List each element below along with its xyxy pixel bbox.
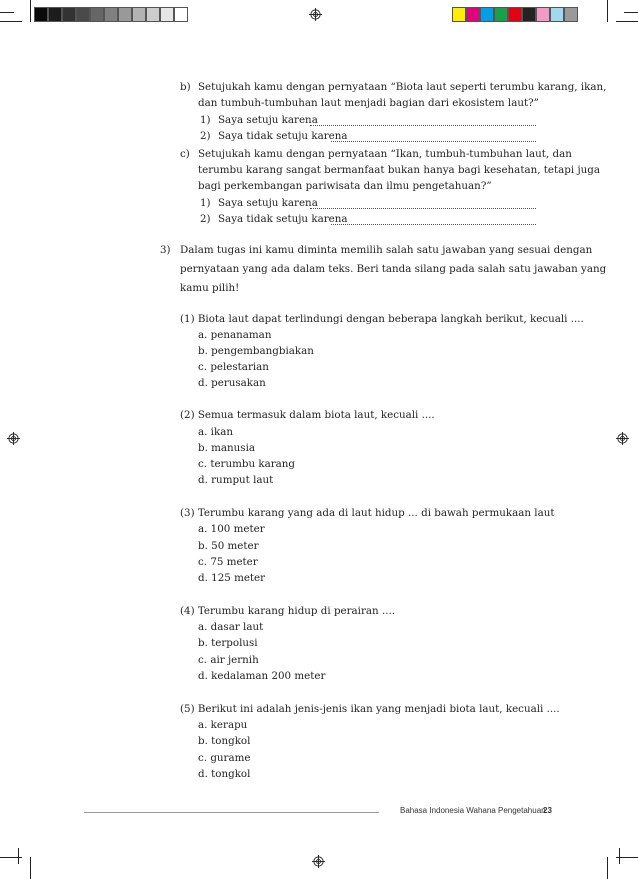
item-c-question-line: bagi perkembangan pariwisata dan ilmu pengetahuan?” (198, 180, 492, 192)
color-swatch (160, 7, 174, 22)
question-3-instruction: kamu pilih! (180, 282, 240, 294)
mc-option[interactable]: b. 50 meter (198, 540, 259, 552)
item-b-option-agree: Saya setuju karena (218, 114, 318, 126)
color-swatch (480, 7, 494, 22)
answer-blank[interactable] (331, 215, 536, 225)
mc-question-stem: (4) Terumbu karang hidup di perairan .... (180, 605, 396, 617)
mc-option[interactable]: a. ikan (198, 426, 233, 438)
mc-option[interactable]: c. gurame (198, 752, 251, 764)
answer-blank[interactable] (310, 116, 536, 126)
item-c-option-disagree: Saya tidak setuju karena (218, 213, 348, 225)
mc-option[interactable]: b. terpolusi (198, 637, 258, 649)
color-swatch (48, 7, 62, 22)
mc-option[interactable]: c. 75 meter (198, 556, 258, 568)
cmyk-color-bar (452, 7, 578, 22)
footer-divider (84, 812, 379, 813)
mc-question-stem: (2) Semua termasuk dalam biota laut, kecuali .... (180, 409, 435, 421)
question-3-number: 3) (160, 244, 171, 256)
color-swatch (132, 7, 146, 22)
color-swatch (536, 7, 550, 22)
page-number: 23 (543, 806, 552, 815)
color-swatch (550, 7, 564, 22)
mc-question-stem: (1) Biota laut dapat terlindungi dengan beberapa langkah berikut, kecuali .... (180, 313, 584, 325)
mc-option[interactable]: a. dasar laut (198, 621, 264, 633)
mc-option[interactable]: c. air jernih (198, 654, 259, 666)
registration-mark-icon (616, 432, 629, 445)
registration-mark-icon (7, 432, 20, 445)
item-b-question-line: Setujukah kamu dengan pernyataan “Biota laut seperti terumbu karang, ikan, (198, 81, 607, 93)
color-swatch (508, 7, 522, 22)
registration-mark-icon (309, 8, 322, 21)
registration-mark-icon (312, 855, 325, 868)
item-b-label: b) (180, 81, 191, 93)
mc-option[interactable]: b. pengembangbiakan (198, 345, 314, 357)
mc-option[interactable]: a. kerapu (198, 719, 248, 731)
item-c-option-number: 1) (200, 197, 211, 209)
color-swatch (34, 7, 48, 22)
mc-option[interactable]: d. perusakan (198, 377, 266, 389)
mc-option[interactable]: c. terumbu karang (198, 458, 296, 470)
item-c-option-agree: Saya setuju karena (218, 197, 318, 209)
item-b-option-number: 2) (200, 130, 211, 142)
item-b-option-disagree: Saya tidak setuju karena (218, 130, 348, 142)
color-swatch (494, 7, 508, 22)
mc-option[interactable]: b. tongkol (198, 735, 251, 747)
mc-option[interactable]: a. 100 meter (198, 523, 265, 535)
item-c-option-number: 2) (200, 213, 211, 225)
mc-option[interactable]: d. kedalaman 200 meter (198, 670, 326, 682)
item-b-question-line: dan tumbuh-tumbuhan laut menjadi bagian dari ekosistem laut?” (198, 97, 539, 109)
mc-option[interactable]: c. pelestarian (198, 361, 269, 373)
answer-blank[interactable] (310, 199, 536, 209)
mc-option[interactable]: d. rumput laut (198, 474, 274, 486)
color-swatch (174, 7, 188, 22)
question-3-instruction: Dalam tugas ini kamu diminta memilih salah satu jawaban yang sesuai dengan (180, 244, 593, 256)
mc-option[interactable]: d. tongkol (198, 768, 251, 780)
answer-blank[interactable] (331, 132, 536, 142)
item-c-question-line: Setujukah kamu dengan pernyataan “Ikan, tumbuh-tumbuhan laut, dan (198, 148, 572, 160)
color-swatch (90, 7, 104, 22)
item-b-option-number: 1) (200, 114, 211, 126)
mc-option[interactable]: a. penanaman (198, 329, 272, 341)
color-swatch (62, 7, 76, 22)
item-c-label: c) (180, 148, 190, 160)
color-swatch (466, 7, 480, 22)
color-swatch (118, 7, 132, 22)
color-swatch (452, 7, 466, 22)
item-c-question-line: terumbu karang sangat bermanfaat bukan hanya bagi kesehatan, tetapi juga (198, 164, 601, 176)
footer-book-title: Bahasa Indonesia Wahana Pengetahuan (400, 806, 546, 815)
mc-option[interactable]: b. manusia (198, 442, 256, 454)
mc-question-stem: (5) Berikut ini adalah jenis-jenis ikan yang menjadi biota laut, kecuali .... (180, 703, 560, 715)
grayscale-color-bar (34, 7, 188, 22)
mc-question-stem: (3) Terumbu karang yang ada di laut hidup ... di bawah permukaan laut (180, 507, 555, 519)
color-swatch (522, 7, 536, 22)
question-3-instruction: pernyataan yang ada dalam teks. Beri tanda silang pada salah satu jawaban yang (180, 263, 607, 275)
color-swatch (76, 7, 90, 22)
mc-option[interactable]: d. 125 meter (198, 572, 266, 584)
color-swatch (564, 7, 578, 22)
color-swatch (104, 7, 118, 22)
color-swatch (146, 7, 160, 22)
